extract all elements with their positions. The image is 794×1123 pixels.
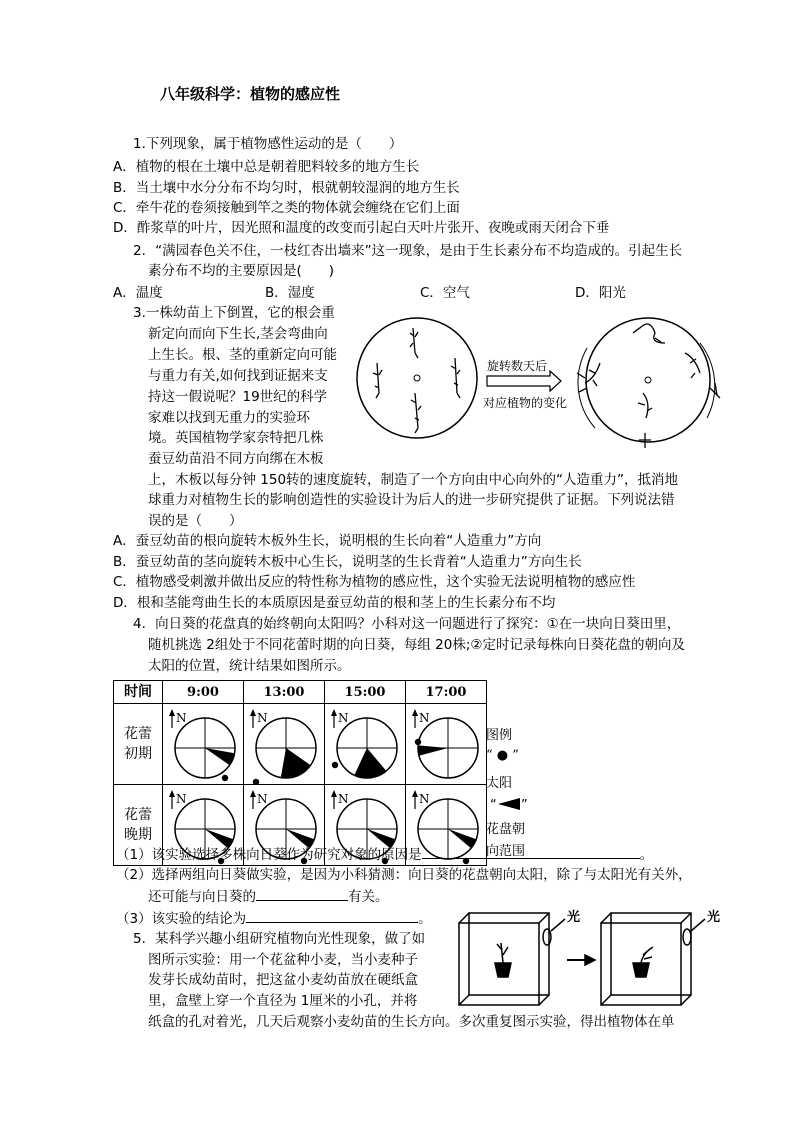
north-arrow-head xyxy=(250,709,256,716)
q1-option-c: C．牵牛花的卷须接触到竿之类的物体就会缠绕在它们上面 xyxy=(113,200,460,216)
page-title: 八年级科学：植物的感应性 xyxy=(160,85,341,103)
north-label: N xyxy=(419,792,430,806)
q2-option-b: B．湿度 xyxy=(265,285,315,301)
q3-line6: 家难以找到无重力的实验环 xyxy=(148,410,310,426)
legend-wedge-label1: 花盘朝 xyxy=(486,822,526,837)
q3-cont-line2: 球重力对植物生长的影响创造性的实验设计为后人的进一步研究提供了证据。下列说法错 xyxy=(148,492,675,508)
figure-label-change: 对应植物的变化 xyxy=(483,396,568,410)
legend-wedge-label2: 向范围 xyxy=(486,844,526,859)
q2-option-c: C．空气 xyxy=(420,285,470,301)
north-label: N xyxy=(257,792,268,806)
north-arrow-head xyxy=(331,709,337,716)
dial-early-0900 xyxy=(163,704,243,784)
q3-cont-line1: 上，木板以每分钟 150转的速度旋转，制造了一个方向由中心向外的“人造重力”，抵消地 xyxy=(148,472,679,488)
q4-sub3: （3）该实验的结论为 。 xyxy=(116,908,432,929)
dial-early-1300 xyxy=(244,704,324,784)
north-arrow-head xyxy=(169,709,175,716)
dial-cell xyxy=(163,704,244,785)
q1-option-a: A．植物的根在土壤中总是朝着肥料较多的地方生长 xyxy=(113,159,420,175)
north-arrow-head xyxy=(169,790,175,797)
row-label-early: 花蕾 初期 xyxy=(114,704,163,785)
north-arrow-head xyxy=(250,790,256,797)
sun-dot xyxy=(415,739,421,745)
q5-line3: 发芽长成幼苗时，把这盆小麦幼苗放在硬纸盒 xyxy=(148,972,418,988)
legend-wedge-icon xyxy=(490,796,530,812)
q5-line5: 纸盒的孔对着光，几天后观察小麦幼苗的生长方向。多次重复图示实验，得出植物体在单 xyxy=(148,1014,675,1030)
time-header: 13:00 xyxy=(244,681,325,704)
time-header: 15:00 xyxy=(325,681,406,704)
dial-cell xyxy=(244,704,325,785)
q3-option-c: C．植物感受刺激并做出反应的特性称为植物的感应性，这个实验无法说明植物的感应性 xyxy=(113,574,636,590)
dial-cell xyxy=(325,704,406,785)
q1-option-d: D．酢浆草的叶片，因光照和温度的改变而引起白天叶片张开、夜晚或雨天闭合下垂 xyxy=(113,220,610,236)
q4-sub1: （1）该实验选择多株向日葵作为研究对象的原因是 。 xyxy=(116,844,653,865)
q3-line3: 上生长。根、茎的重新定向可能 xyxy=(148,347,337,363)
row-label-late: 花蕾 晚期 xyxy=(114,785,163,866)
north-arrow-head xyxy=(412,790,418,797)
q5-line4: 里，盒壁上穿一个直径为 1厘米的小孔，并将 xyxy=(148,993,418,1009)
q2-option-a: A．温度 xyxy=(113,285,163,301)
q3-line5: 持这一假说呢？19世纪的科学 xyxy=(148,389,328,405)
q3-option-d: D．根和茎能弯曲生长的本质原因是蚕豆幼苗的根和茎上的生长素分布不均 xyxy=(113,595,556,611)
q5-line2: 图所示实验：用一个花盆种小麦，当小麦种子 xyxy=(148,952,418,968)
answer-blank[interactable] xyxy=(422,844,640,859)
north-label: N xyxy=(257,711,268,725)
q4-line3: 太阳的位置，统计结果如图所示。 xyxy=(148,658,351,674)
sun-dot xyxy=(222,775,228,781)
q1-stem: 1.下列现象，属于植物感性运动的是（ ） xyxy=(133,136,403,152)
q3-option-b: B．蚕豆幼苗的茎向旋转木板中心生长，说明茎的生长背着“人造重力”方向生长 xyxy=(113,554,582,570)
dial-cell xyxy=(406,704,487,785)
north-label: N xyxy=(176,711,187,725)
q3-line8: 蚕豆幼苗沿不同方向绑在木板 xyxy=(148,451,324,467)
q3-line2: 新定向而向下生长,茎会弯曲向 xyxy=(148,326,328,342)
svg-text:”: ” xyxy=(521,798,528,812)
north-arrow-head xyxy=(412,709,418,716)
q5-line1: 5．某科学兴趣小组研究植物向光性现象，做了如 xyxy=(133,931,426,947)
light-label-1: 光 xyxy=(567,910,581,925)
q3-cont-line3: 误的是（ ） xyxy=(148,513,243,529)
light-box-figure xyxy=(455,905,725,1010)
answer-blank[interactable] xyxy=(256,886,348,901)
sunflower-table xyxy=(113,680,487,866)
q4-sub2-line2: 还可能与向日葵的 有关。 xyxy=(148,886,389,907)
sun-dot xyxy=(332,762,338,768)
q1-option-b: B．当土壤中水分分布不均匀时，根就朝较湿润的地方生长 xyxy=(113,180,460,196)
legend-title: 图例 xyxy=(486,728,513,743)
time-header: 17:00 xyxy=(406,681,487,704)
q2-option-d: D．阳光 xyxy=(575,285,626,301)
q2-stem-line2: 素分布不均的主要原因是( ) xyxy=(148,263,335,279)
north-arrow-head xyxy=(331,790,337,797)
q4-sub2-line1: （2）选择两组向日葵做实验，是因为小科猜测：向日葵的花盘朝向太阳，除了与太阳光有关外， xyxy=(116,867,692,883)
dial-early-1700 xyxy=(406,704,486,784)
figure-label-rotate: 旋转数天后 xyxy=(487,359,548,373)
rotating-board-figure xyxy=(355,308,735,458)
north-label: N xyxy=(176,792,187,806)
q3-option-a: A．蚕豆幼苗的根向旋转木板外生长，说明根的生长向着“人造重力”方向 xyxy=(113,533,542,549)
q3-line4: 与重力有关,如何找到证据来支 xyxy=(148,368,328,384)
answer-blank[interactable] xyxy=(246,908,418,923)
legend-sun-symbol: “ ● ” xyxy=(486,748,519,763)
north-label: N xyxy=(419,711,430,725)
q4-line1: 4．向日葵的花盘真的始终朝向太阳吗？小科对这一问题进行了探究：①在一块向日葵田里， xyxy=(133,616,681,632)
table-corner: 时间 xyxy=(114,681,163,704)
svg-text:“: “ xyxy=(490,798,497,812)
q2-stem-line1: 2．“满园春色关不住，一枝红杏出墙来”这一现象，是由于生长素分布不均造成的。引起生长 xyxy=(133,243,683,259)
dial-early-1500 xyxy=(325,704,405,784)
q3-line1: 3.一株幼苗上下倒置，它的根会重 xyxy=(133,305,335,321)
legend-sun-label: 太阳 xyxy=(486,776,513,791)
north-label: N xyxy=(338,711,349,725)
time-header: 9:00 xyxy=(163,681,244,704)
north-label: N xyxy=(338,792,349,806)
q4-line2: 随机挑选 2组处于不同花蕾时期的向日葵，每组 20株;②定时记录每株向日葵花盘的朝向及 xyxy=(148,637,685,653)
q3-line7: 境。英国植物学家奈特把几株 xyxy=(148,430,324,446)
light-label-2: 光 xyxy=(707,910,721,925)
sun-dot xyxy=(253,779,259,784)
